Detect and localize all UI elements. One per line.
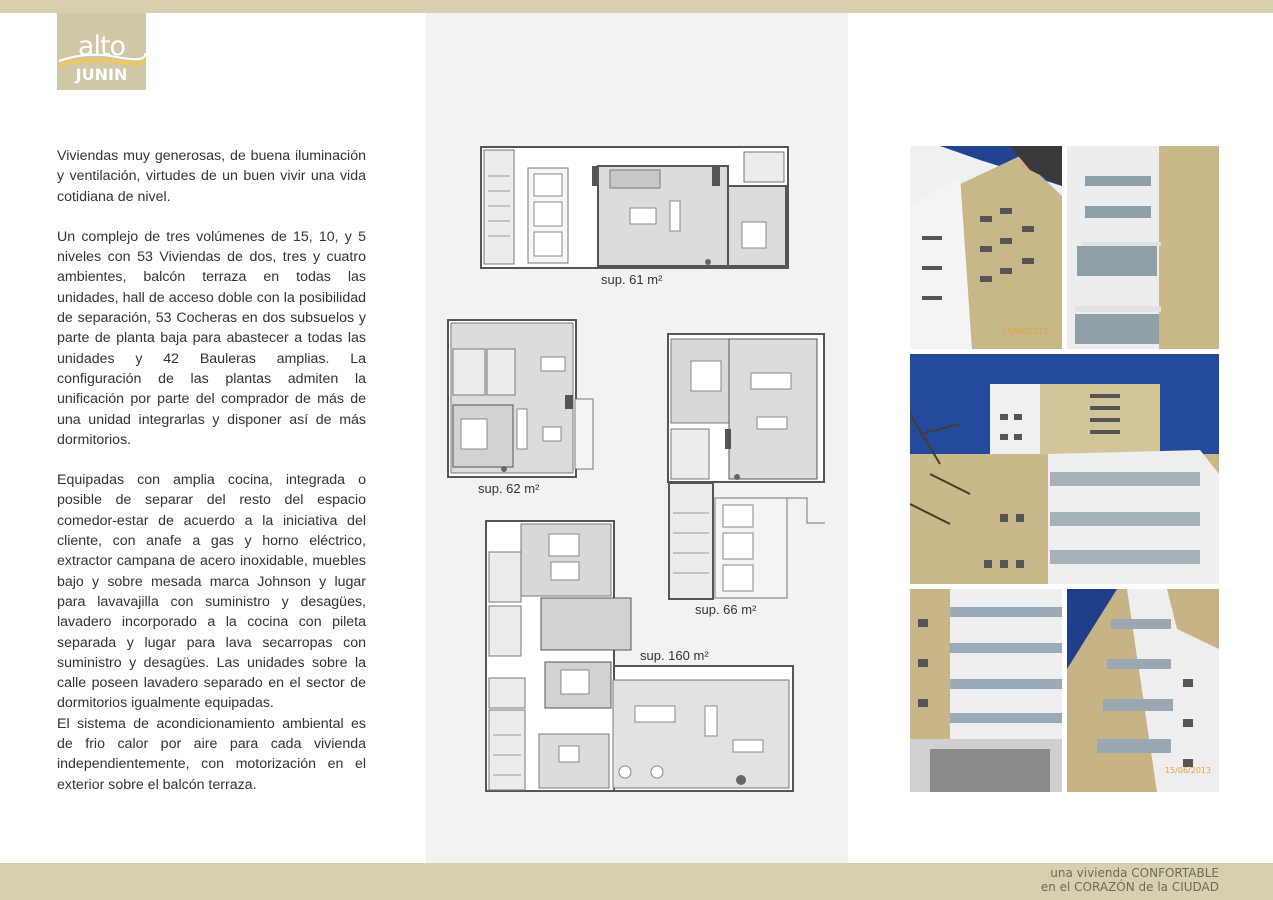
plan-62-caption: sup. 62 m² xyxy=(478,481,540,496)
logo xyxy=(57,13,146,90)
logo-text-alto: alto xyxy=(77,31,126,62)
photo-tower-upward-1 xyxy=(910,146,1062,349)
plan-61-caption: sup. 61 m² xyxy=(601,272,663,287)
paragraph-climate: El sistema de acondicionamiento ambiental es de frio calor por aire para cada vivienda independientemente, con motorización en el exterior sobre el balcón terraza. xyxy=(57,715,366,793)
floor-plan-62 xyxy=(447,319,595,479)
paragraph-intro: Viviendas muy generosas, de buena iluminación y ventilación, virtudes de un buen vivir una vida cotidiana de nivel. xyxy=(57,148,366,205)
paragraph-equipment: Equipadas con amplia cocina, integrada o posible de separar del resto del espacio comedor-estar de acuerdo a la iniciativa del cliente, con anafe a gas y horno eléctrico, extractor campana de acero inoxidable, muebles bajo y sobre mesada marca Johnson y lugar para lavavajilla con suministro y desagües, lavadero incorporado a la cocina con pileta separada y lugar para lava secarropas con suministro y desagües. Las unidades sobre la calle poseen lavadero separado en el sector de dormitorios igualmente equipadas. xyxy=(57,472,366,712)
plan-160-caption: sup. 160 m² xyxy=(640,648,709,663)
plan-66-caption: sup. 66 m² xyxy=(695,602,757,617)
logo-text-junin: JUNIN xyxy=(75,65,128,84)
paragraph-complex: Un complejo de tres volúmenes de 15, 10, y 5 niveles con 53 Viviendas de dos, tres y cuatro ambientes, balcón terraza en todas las unidades, hall de acceso doble con la posibilidad de separación, 53 Cocheras en dos subsuelos y parte de planta baja para abastecer a todas las unidades y 42 Bauleras amplias. La configuración de las plantas admiten la unificación por parte del comprador de más de una unidad integrarlas y disponer así de más dormitorios. xyxy=(57,228,366,448)
photo-tower-corner xyxy=(1067,589,1219,792)
floor-plan-61 xyxy=(480,146,790,270)
top-band xyxy=(0,0,1273,13)
photo-balconies-front xyxy=(910,589,1062,792)
description-text xyxy=(57,146,366,795)
photo-tower-upward-2 xyxy=(1067,146,1219,349)
photo-date-stamp-2: 15/06/2013 xyxy=(1165,766,1212,775)
photo-building-complex xyxy=(910,354,1219,584)
slogan xyxy=(1041,866,1219,894)
slogan-line-2: en el CORAZÓN de la CIUDAD xyxy=(1040,880,1219,894)
slogan-line-1: una vivienda CONFORTABLE xyxy=(1050,866,1219,880)
photo-date-stamp-1: 15/06/2013 xyxy=(1002,327,1049,336)
